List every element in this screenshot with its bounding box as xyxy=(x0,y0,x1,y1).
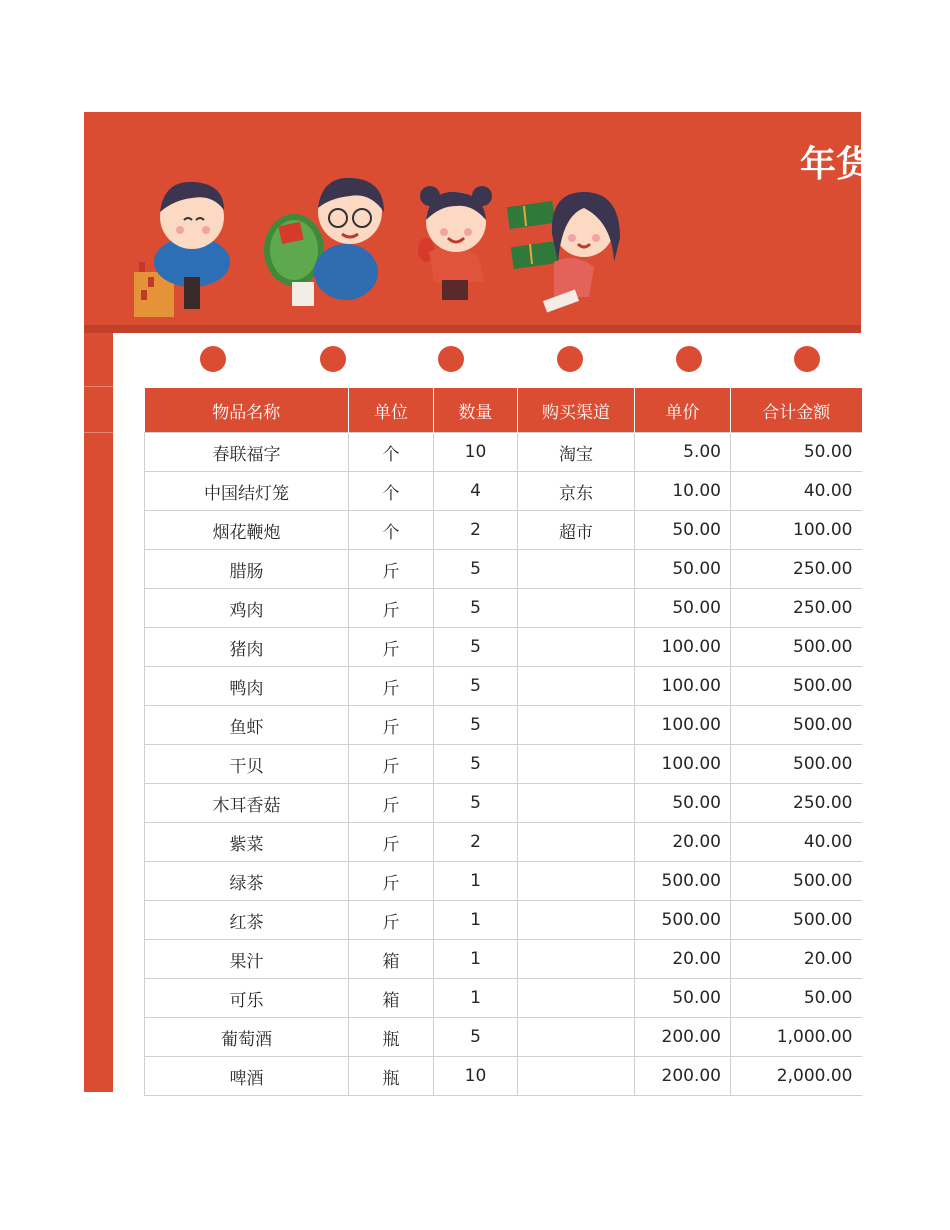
unit-price-cell[interactable]: 50.00 xyxy=(635,589,731,628)
table-row xyxy=(145,1057,862,1096)
table-row xyxy=(145,667,862,706)
total-amount-cell[interactable]: 1,000.00 xyxy=(731,1018,862,1057)
item-name-cell[interactable]: 绿茶 xyxy=(145,862,349,901)
unit-price-cell[interactable]: 100.00 xyxy=(635,745,731,784)
unit-cell[interactable]: 斤 xyxy=(349,745,434,784)
quantity-cell[interactable]: 5 xyxy=(434,1018,518,1057)
unit-price-cell[interactable]: 50.00 xyxy=(635,784,731,823)
table-row xyxy=(145,1018,862,1057)
quantity-cell[interactable]: 1 xyxy=(434,862,518,901)
unit-cell[interactable]: 斤 xyxy=(349,589,434,628)
table-header-row xyxy=(145,388,862,433)
sidebar-divider xyxy=(84,432,113,433)
unit-price-cell[interactable]: 10.00 xyxy=(635,472,731,511)
unit-cell[interactable]: 斤 xyxy=(349,901,434,940)
table-row xyxy=(145,784,862,823)
decorative-dot xyxy=(438,346,464,372)
channel-cell[interactable] xyxy=(518,862,635,901)
table-row xyxy=(145,628,862,667)
unit-price-cell[interactable]: 50.00 xyxy=(635,979,731,1018)
unit-price-cell[interactable]: 5.00 xyxy=(635,433,731,472)
item-name-cell[interactable]: 紫菜 xyxy=(145,823,349,862)
quantity-cell[interactable]: 5 xyxy=(434,550,518,589)
header-unit-price: 单价 xyxy=(635,388,731,433)
total-amount-cell[interactable]: 40.00 xyxy=(731,823,862,862)
total-amount-cell[interactable]: 500.00 xyxy=(731,628,862,667)
unit-price-cell[interactable]: 20.00 xyxy=(635,940,731,979)
quantity-cell[interactable]: 5 xyxy=(434,667,518,706)
channel-cell[interactable]: 超市 xyxy=(518,511,635,550)
channel-cell[interactable] xyxy=(518,979,635,1018)
left-sidebar-bar xyxy=(84,333,113,1092)
unit-cell[interactable]: 斤 xyxy=(349,784,434,823)
item-name-cell[interactable]: 可乐 xyxy=(145,979,349,1018)
decorative-dot xyxy=(200,346,226,372)
total-amount-cell[interactable]: 500.00 xyxy=(731,667,862,706)
channel-cell[interactable] xyxy=(518,667,635,706)
decorative-dot xyxy=(320,346,346,372)
item-name-cell[interactable]: 烟花鞭炮 xyxy=(145,511,349,550)
unit-cell[interactable]: 斤 xyxy=(349,706,434,745)
quantity-cell[interactable]: 5 xyxy=(434,784,518,823)
table-row xyxy=(145,823,862,862)
unit-cell[interactable]: 斤 xyxy=(349,862,434,901)
quantity-cell[interactable]: 5 xyxy=(434,628,518,667)
quantity-cell[interactable]: 2 xyxy=(434,511,518,550)
total-amount-cell[interactable]: 500.00 xyxy=(731,901,862,940)
unit-cell[interactable]: 个 xyxy=(349,433,434,472)
table-row xyxy=(145,979,862,1018)
unit-cell[interactable]: 箱 xyxy=(349,940,434,979)
decorative-dot xyxy=(676,346,702,372)
unit-cell[interactable]: 箱 xyxy=(349,979,434,1018)
unit-price-cell[interactable]: 100.00 xyxy=(635,706,731,745)
banner-bottom-strip xyxy=(84,325,861,333)
header-item-name: 物品名称 xyxy=(145,388,349,433)
item-name-cell[interactable]: 果汁 xyxy=(145,940,349,979)
channel-cell[interactable]: 京东 xyxy=(518,472,635,511)
unit-price-cell[interactable]: 500.00 xyxy=(635,901,731,940)
total-amount-cell[interactable]: 250.00 xyxy=(731,550,862,589)
item-name-cell[interactable]: 腊肠 xyxy=(145,550,349,589)
table-row xyxy=(145,511,862,550)
channel-cell[interactable]: 淘宝 xyxy=(518,433,635,472)
header-channel: 购买渠道 xyxy=(518,388,635,433)
total-amount-cell[interactable]: 100.00 xyxy=(731,511,862,550)
channel-cell[interactable] xyxy=(518,940,635,979)
unit-price-cell[interactable]: 50.00 xyxy=(635,511,731,550)
goods-table xyxy=(144,388,862,1096)
channel-cell[interactable] xyxy=(518,901,635,940)
quantity-cell[interactable]: 10 xyxy=(434,433,518,472)
total-amount-cell[interactable]: 500.00 xyxy=(731,862,862,901)
table-row xyxy=(145,706,862,745)
unit-price-cell[interactable]: 200.00 xyxy=(635,1018,731,1057)
item-name-cell[interactable]: 中国结灯笼 xyxy=(145,472,349,511)
unit-cell[interactable]: 个 xyxy=(349,472,434,511)
unit-price-cell[interactable]: 200.00 xyxy=(635,1057,731,1096)
table-row xyxy=(145,862,862,901)
decorative-dot xyxy=(557,346,583,372)
channel-cell[interactable] xyxy=(518,823,635,862)
item-name-cell[interactable]: 鸭肉 xyxy=(145,667,349,706)
new-year-children-illustration xyxy=(84,112,684,327)
quantity-cell[interactable]: 1 xyxy=(434,940,518,979)
table-row xyxy=(145,901,862,940)
table-row xyxy=(145,550,862,589)
table-row xyxy=(145,745,862,784)
header-unit: 单位 xyxy=(349,388,434,433)
total-amount-cell[interactable]: 20.00 xyxy=(731,940,862,979)
total-amount-cell[interactable]: 40.00 xyxy=(731,472,862,511)
channel-cell[interactable] xyxy=(518,745,635,784)
item-name-cell[interactable]: 猪肉 xyxy=(145,628,349,667)
quantity-cell[interactable]: 4 xyxy=(434,472,518,511)
table-row xyxy=(145,940,862,979)
unit-price-cell[interactable]: 500.00 xyxy=(635,862,731,901)
table-row xyxy=(145,472,862,511)
total-amount-cell[interactable]: 250.00 xyxy=(731,784,862,823)
header-total-amount: 合计金额 xyxy=(731,388,862,433)
unit-cell[interactable]: 个 xyxy=(349,511,434,550)
total-amount-cell[interactable]: 500.00 xyxy=(731,706,862,745)
total-amount-cell[interactable]: 500.00 xyxy=(731,745,862,784)
sidebar-divider xyxy=(84,386,113,387)
unit-cell[interactable]: 瓶 xyxy=(349,1018,434,1057)
channel-cell[interactable] xyxy=(518,706,635,745)
item-name-cell[interactable]: 红茶 xyxy=(145,901,349,940)
unit-cell[interactable]: 斤 xyxy=(349,667,434,706)
unit-price-cell[interactable]: 100.00 xyxy=(635,667,731,706)
unit-price-cell[interactable]: 50.00 xyxy=(635,550,731,589)
item-name-cell[interactable]: 鸡肉 xyxy=(145,589,349,628)
unit-price-cell[interactable]: 100.00 xyxy=(635,628,731,667)
total-amount-cell[interactable]: 250.00 xyxy=(731,589,862,628)
quantity-cell[interactable]: 10 xyxy=(434,1057,518,1096)
unit-cell[interactable]: 斤 xyxy=(349,628,434,667)
quantity-cell[interactable]: 1 xyxy=(434,979,518,1018)
channel-cell[interactable] xyxy=(518,1018,635,1057)
item-name-cell[interactable]: 干贝 xyxy=(145,745,349,784)
item-name-cell[interactable]: 葡萄酒 xyxy=(145,1018,349,1057)
item-name-cell[interactable]: 啤酒 xyxy=(145,1057,349,1096)
quantity-cell[interactable]: 2 xyxy=(434,823,518,862)
page-title: 年货 xyxy=(800,144,873,185)
quantity-cell[interactable]: 5 xyxy=(434,589,518,628)
total-amount-cell[interactable]: 50.00 xyxy=(731,979,862,1018)
channel-cell[interactable] xyxy=(518,628,635,667)
item-name-cell[interactable]: 木耳香菇 xyxy=(145,784,349,823)
quantity-cell[interactable]: 1 xyxy=(434,901,518,940)
item-name-cell[interactable]: 鱼虾 xyxy=(145,706,349,745)
total-amount-cell[interactable]: 50.00 xyxy=(731,433,862,472)
table-row xyxy=(145,433,862,472)
header-quantity: 数量 xyxy=(434,388,518,433)
quantity-cell[interactable]: 5 xyxy=(434,706,518,745)
unit-cell[interactable]: 瓶 xyxy=(349,1057,434,1096)
unit-price-cell[interactable]: 20.00 xyxy=(635,823,731,862)
unit-cell[interactable]: 斤 xyxy=(349,550,434,589)
quantity-cell[interactable]: 5 xyxy=(434,745,518,784)
item-name-cell[interactable]: 春联福字 xyxy=(145,433,349,472)
table-row xyxy=(145,589,862,628)
channel-cell[interactable] xyxy=(518,784,635,823)
channel-cell[interactable] xyxy=(518,589,635,628)
header-banner xyxy=(84,112,873,327)
channel-cell[interactable] xyxy=(518,1057,635,1096)
unit-cell[interactable]: 斤 xyxy=(349,823,434,862)
total-amount-cell[interactable]: 2,000.00 xyxy=(731,1057,862,1096)
channel-cell[interactable] xyxy=(518,550,635,589)
decorative-dot xyxy=(794,346,820,372)
